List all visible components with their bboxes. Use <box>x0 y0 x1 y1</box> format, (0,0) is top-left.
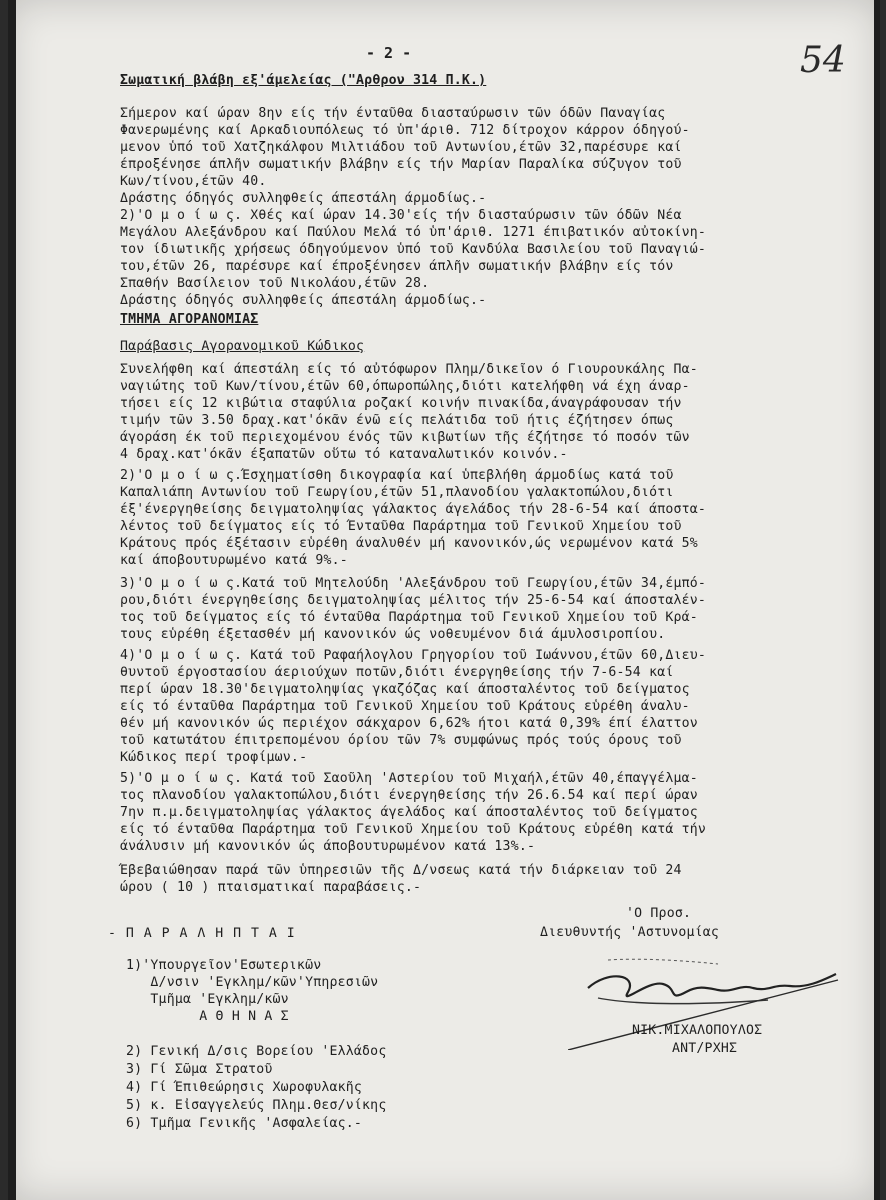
recipient-item: Δ/νσιν 'Εγκλημ/κῶν'Υπηρεσιῶν <box>126 975 379 990</box>
text-line: 5)'Ο μ ο ί ω ς. Κατά τοῦ Σαοῦλη 'Αστερίου τοῦ Μιχαήλ,έτῶν 40,έπαγγέλμα- <box>120 771 698 786</box>
recipient-item: 5) κ. Εἰσαγγελεύς Πλημ.Θεσ/νίκης <box>126 1098 387 1113</box>
recipient-item: Τμῆμα 'Εγκλημ/κῶν <box>126 992 289 1007</box>
text-line: Κράτους πρός έξέτασιν εὑρέθη άναλυθέν μή κανονικόν,ώς νερωμένον κατά 5% <box>120 536 698 551</box>
text-line: είς τό ένταῦθα Παράρτημα τοῦ Γενικοῦ Χημείου τοῦ Κράτους εὑρέθη κατά τήν <box>120 822 707 837</box>
text-line: Δράστης όδηγός συλληφθείς άπεστάλη άρμοδίως.- <box>120 293 487 308</box>
text-line: 2)'Ο μ ο ί ω ς. Χθές καί ώραν 14.30'είς τήν διασταύρωσιν τῶν όδῶν Νέα <box>120 208 682 223</box>
text-line: άγοράση έκ τοῦ περιεχομένου ένός τῶν κιβωτίων τῆς έζήτησε τό ποσόν τῶν <box>120 430 690 445</box>
text-line: Σήμερον καί ώραν 8ην είς τήν ένταῦθα διασταύρωσιν τῶν όδῶν Παναγίας <box>120 106 666 121</box>
text-line: τους εὑρέθη έξετασθέν μή κανονικόν ώς νοθευμένον διά άμυλοσιροπίου. <box>120 627 666 642</box>
text-line: 3)'Ο μ ο ί ω ς.Κατά τοῦ Μητελούδη 'Αλεξάνδρου τοῦ Γεωργίου,έτῶν 34,έμπό- <box>120 576 707 591</box>
subsection-heading: Παράβασις Αγορανομικοῦ Κώδικος <box>120 339 365 354</box>
text-line: ώρου ( 10 ) πταισματικαί παραβάσεις.- <box>120 880 422 895</box>
handwritten-reference-number: 54 <box>800 40 846 81</box>
text-line: λέντος τοῦ δείγματος είς τό Ένταῦθα Παράρτημα τοῦ Γενικοῦ Χημείου τοῦ <box>120 519 682 534</box>
text-line: μενον ὑπό τοῦ Χατζηκάλφου Μιλτιάδου τοῦ Αντωνίου,έτῶν 32,παρέσυρε καί <box>120 140 682 155</box>
signatory-title: 'Ο Προσ. <box>626 906 692 921</box>
signatory-name: ΝΙΚ.ΜΙΧΑΛΟΠΟΥΛΟΣ <box>632 1023 763 1038</box>
recipient-item: 2) Γενική Δ/σις Βορείου 'Ελλάδος <box>126 1044 387 1059</box>
text-line: 7ην π.μ.δειγματοληψίας γάλακτος άγελάδος καί άποσταλέντος τοῦ δείγματος <box>120 805 698 820</box>
text-line: τήσει είς 12 κιβώτια σταφύλια ροζακί κοινήν πινακίδα,άναγράφουσαν τήν <box>120 396 682 411</box>
text-line: ναγιώτης τοῦ Κων/τίνου,έτῶν 60,όπωροπώλης,διότι κατελήφθη νά έχη άναρ- <box>120 379 690 394</box>
section-heading: Σωματική βλάβη εξ'άμελείας ("Αρθρον 314 Π.Κ.) <box>120 73 487 88</box>
text-line: Φανερωμένης καί Αρκαδιουπόλεως τό ὑπ'άριθ. 712 δίτροχον κάρρον όδηγού- <box>120 123 690 138</box>
text-line: Κώδικος περί τροφίμων.- <box>120 750 308 765</box>
signatory-position: Διευθυντής 'Αστυνομίας <box>540 925 720 940</box>
text-line: περί ώραν 18.30'δειγματοληψίας γκαζόζας καί άποσταλέντος τοῦ δείγματος <box>120 682 690 697</box>
text-line: τιμήν τῶν 3.50 δραχ.κατ'όκᾶν ένῶ είς πελάτιδα τοῦ ήτις έζήτησεν όπως <box>120 413 674 428</box>
text-line: Μεγάλου Αλεξάνδρου καί Παύλου Μελά τό ὑπ'άριθ. 1271 έπιβατικόν αὐτοκίνη- <box>120 225 707 240</box>
text-line: θυντοῦ έργοστασίου άεριούχων ποτῶν,διότι ένεργηθείσης τήν 7-6-54 καί <box>120 665 674 680</box>
text-line: Δράστης όδηγός συλληφθείς άπεστάλη άρμοδίως.- <box>120 191 487 206</box>
recipient-item: 4) Γί Έπιθεώρησις Χωροφυλακῆς <box>126 1080 363 1095</box>
text-line: Κων/τίνου,έτῶν 40. <box>120 174 267 189</box>
text-line: 4 δραχ.κατ'όκᾶν έξαπατῶν οὕτω τό καταναλωτικόν κοινόν.- <box>120 447 568 462</box>
recipient-item: 1)'Υπουργεῖον'Εσωτερικῶν <box>126 958 322 973</box>
text-line: θέν μή κανονικόν ώς περιέχον σάκχαρον 6,62% ήτοι κατά 0,39% έπί έλαττον <box>120 716 698 731</box>
text-line: Σπαθήν Βασίλειον τοῦ Νικολάου,έτῶν 28. <box>120 276 430 291</box>
recipients-title: - Π Α Ρ Α Λ Η Π Τ Α Ι <box>108 926 296 941</box>
text-line: τος πλανοδίου γαλακτοπώλου,διότι ένεργηθείσης τήν 26.6.54 καί περί ώραν <box>120 788 698 803</box>
text-line: του,έτῶν 26, παρέσυρε καί έπροξένησεν άπλῆν σωματικήν βλάβην είς τόν <box>120 259 674 274</box>
text-line: άνάλυσιν μή κανονικόν ώς άποβουτυρωμένον κατά 13%.- <box>120 839 536 854</box>
text-line: 2)'Ο μ ο ί ω ς.Έσχηματίσθη δικογραφία καί ὑπεβλήθη άρμοδίως κατά τοῦ <box>120 468 674 483</box>
text-line: τος τοῦ δείγματος είς τό ένταῦθα Παράρτημα τοῦ Γενικοῦ Χημείου τοῦ Κρά- <box>120 610 698 625</box>
text-line: Καπαλιάπη Αντωνίου τοῦ Γεωργίου,έτῶν 51,πλανοδίου γαλακτοπώλου,διότι <box>120 485 674 500</box>
text-line: ρου,διότι ένεργηθείσης δειγματοληψίας μέλιτος τήν 25-6-54 καί άποσταλέν- <box>120 593 707 608</box>
text-line: Έβεβαιώθησαν παρά τῶν ὑπηρεσιῶν τῆς Δ/νσεως κατά τήν διάρκειαν τοῦ 24 <box>120 863 682 878</box>
recipient-item: 3) Γί Σῶμα Στρατοῦ <box>126 1062 273 1077</box>
text-line: τον ίδιωτικῆς χρήσεως όδηγούμενον ὑπό τοῦ Κανδύλα Βασιλείου τοῦ Παναγιώ- <box>120 242 707 257</box>
text-line: είς τό ένταῦθα Παράρτημα τοῦ Γενικοῦ Χημείου τοῦ Κράτους εὑρέθη άναλυ- <box>120 699 690 714</box>
department-heading: ΤΜΗΜΑ ΑΓΟΡΑΝΟΜΙΑΣ <box>120 312 259 327</box>
text-line: έξ'ένεργηθείσης δειγματοληψίας γάλακτος άγελάδος τήν 28-6-54 καί άποστα- <box>120 502 707 517</box>
recipient-city: Α Θ Η Ν Α Σ <box>126 1009 289 1024</box>
recipient-item: 6) Τμῆμα Γενικῆς 'Ασφαλείας.- <box>126 1116 363 1131</box>
signatory-rank: ΑΝΤ/ΡΧΗΣ <box>672 1041 738 1056</box>
text-line: Συνελήφθη καί άπεστάλη είς τό αὐτόφωρον Πλημ/δικεῖον ό Γιουρουκάλης Πα- <box>120 362 698 377</box>
scan-border-left <box>8 0 16 1200</box>
document-page <box>8 0 880 1200</box>
text-line: έπροξένησε άπλῆν σωματικήν βλάβην είς τήν Μαρίαν Παραλίκα σύζυγον τοῦ <box>120 157 682 172</box>
page-number: - 2 - <box>366 44 412 62</box>
text-line: τοῦ κατωτάτου έπιτρεπομένου όρίου τῶν 7% συμφώνως πρός τούς όρους τοῦ <box>120 733 682 748</box>
scan-border-right <box>874 0 880 1200</box>
text-line: καί άποβουτυρωμένο κατά 9%.- <box>120 553 348 568</box>
text-line: 4)'Ο μ ο ί ω ς. Κατά τοῦ Ραφαήλογλου Γρηγορίου τοῦ Ιωάννου,έτῶν 60,Διευ- <box>120 648 707 663</box>
